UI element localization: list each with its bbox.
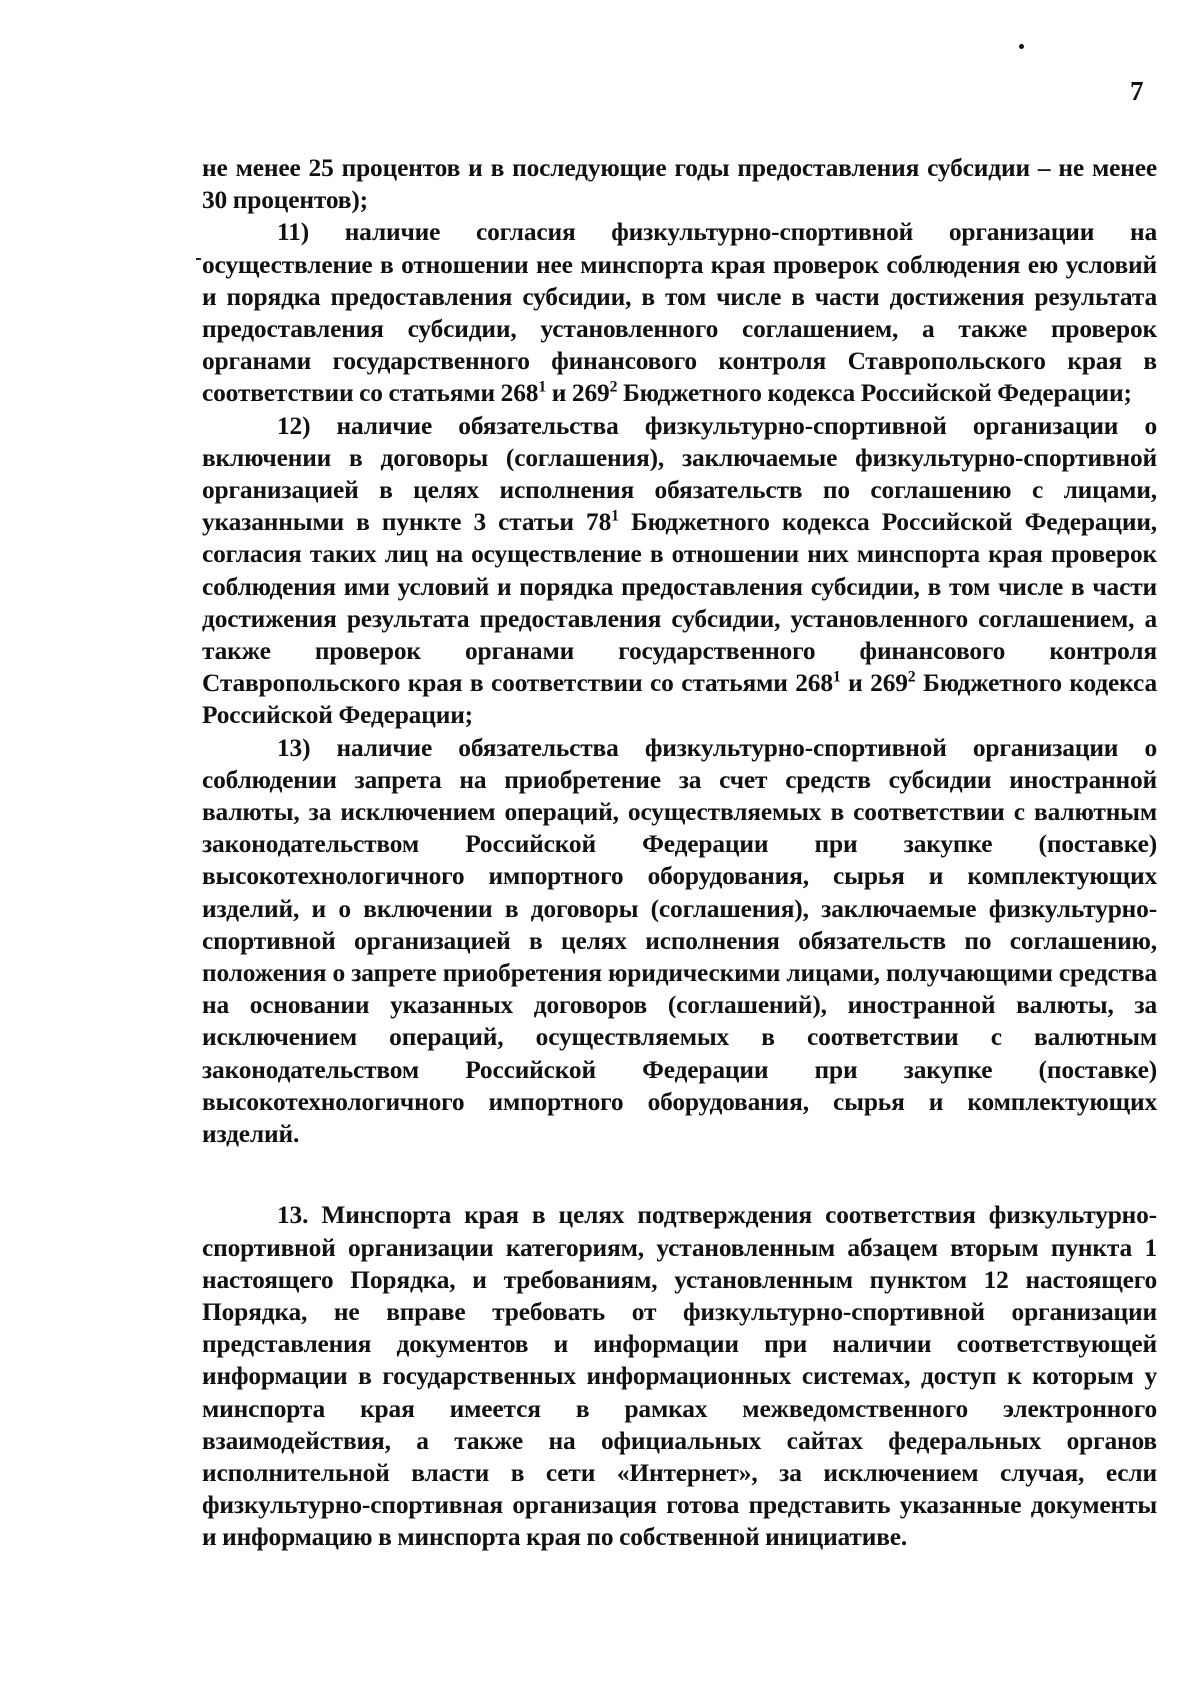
superscript: 2 xyxy=(609,378,618,396)
superscript: 1 xyxy=(538,378,547,396)
paragraph-gap xyxy=(202,1150,1157,1199)
text-run: и 269 xyxy=(840,669,908,698)
text-run: Бюджетного кодекса Российской Федерации; xyxy=(202,669,1158,730)
text-run: 11) наличие согласия физкультурно-спортивной организации на осуществление в отношении нее минспорта края проверок соблюдения ею условий и порядка предоставления субсидии, в том числе в части достижения результата предоставления субсидии, установленного соглашением, а также проверок органами государственного финансового контроля Ставропольского края в соответствии со статьями 268 xyxy=(202,218,1157,408)
paragraph-p13 xyxy=(202,732,1157,1151)
text-run: 13. Минспорта края в целях подтверждения соответствия физкультурно-спортивной организации категориям, установленным абзацем вторым пункта 1 настоящего Порядка, и требованиям, установленным пунктом 12 настоящего Порядка, не вправе требовать от физкультурно-спортивной организации представления документов и информации при наличии соответствующей информации в государственных информационных системах, доступ к которым у минспорта края имеется в рамках межведомственного электронного взаимодействия, а также на официальных сайтах федеральных органов исполнительной власти в сети «Интернет», за исключением случая, если физкультурно-спортивная организация готова представить указанные документы и информацию в минспорта края по собственной инициативе. xyxy=(202,1201,1157,1552)
superscript: 2 xyxy=(907,668,916,686)
paragraph-s13 xyxy=(202,1199,1157,1553)
paragraph-p11 xyxy=(202,216,1157,409)
text-run: не менее 25 процентов и в последующие годы предоставления субсидии – не менее 30 процентов); xyxy=(202,154,1157,215)
superscript: 1 xyxy=(611,507,619,525)
text-run: 12) наличие обязательства физкультурно-спортивной организации о включении в договоры (соглашения), заключаемые физкультурно-спортивной организацией в целях исполнения обязательств по соглашению с лицами, указанными в пункте 3 статьи 78 xyxy=(202,411,1157,537)
document-body xyxy=(202,152,1157,1554)
text-run: Бюджетного кодекса Российской Федерации; xyxy=(617,379,1132,408)
text-run: и 269 xyxy=(546,379,610,408)
paragraph-p12 xyxy=(202,410,1157,732)
page-number: 7 xyxy=(1130,76,1144,106)
superscript: 1 xyxy=(832,668,841,686)
paragraph-p0 xyxy=(202,152,1157,216)
text-run: Бюджетного кодекса Российской Федерации, согласия таких лиц на осуществление в отношении них минспорта края проверок соблюдения ими условий и порядка предоставления субсидии, в том числе в части достижения результата предоставления субсидии, установленного соглашением, а также проверок органами государственного финансового контроля Ставропольского края в соответствии со статьями 268 xyxy=(202,508,1158,698)
text-run: 13) наличие обязательства физкультурно-спортивной организации о соблюдении запрета на приобретение за счет средств субсидии иностранной валюты, за исключением операций, осуществляемых в соответствии с валютным законодательством Российской Федерации при закупке (поставке) высокотехнологичного импортного оборудования, сырья и комплектующих изделий, и о включении в договоры (соглашения), заключаемые физкультурно-спортивной организацией в целях исполнения обязательств по соглашению, положения о запрете приобретения юридическими лицами, получающими средства на основании указанных договоров (соглашений), иностранной валюты, за исключением операций, осуществляемых в соответствии с валютным законодательством Российской Федерации при закупке (поставке) высокотехнологичного импортного оборудования, сырья и комплектующих изделий. xyxy=(202,733,1157,1149)
scan-mark xyxy=(196,258,201,260)
scan-speck xyxy=(1019,44,1024,49)
